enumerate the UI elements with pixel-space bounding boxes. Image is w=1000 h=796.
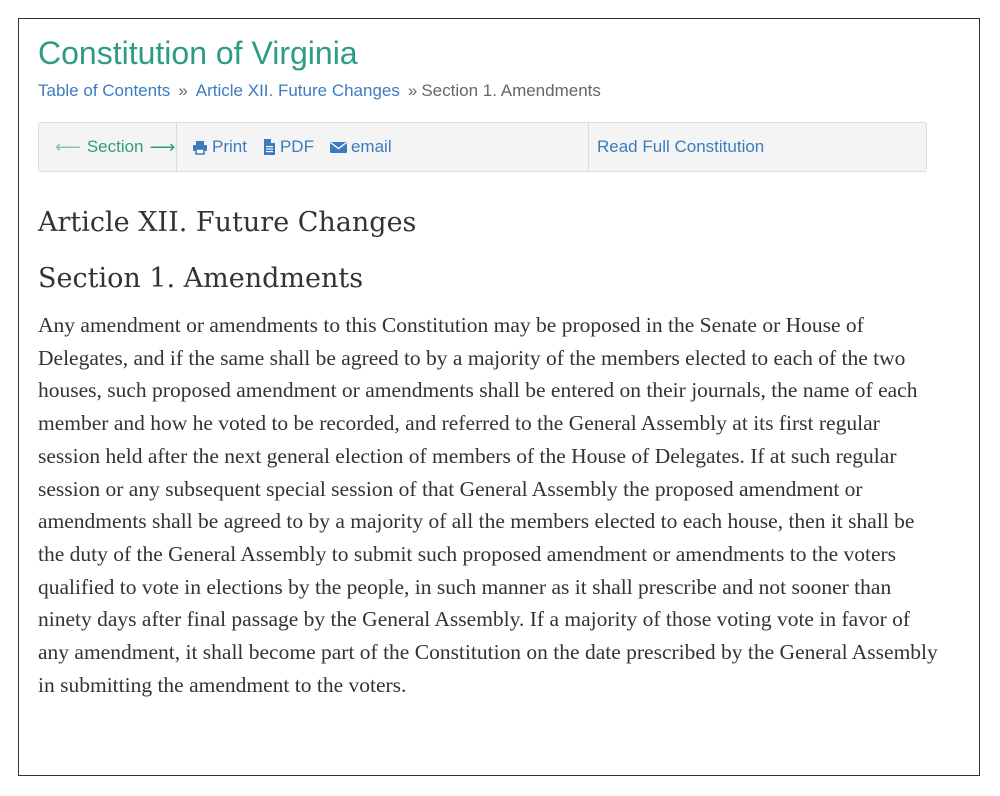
email-button[interactable] — [330, 137, 392, 157]
section-nav-link[interactable] — [55, 137, 175, 158]
breadcrumb-separator: » — [407, 81, 418, 100]
section-heading: Section 1. Amendments — [38, 263, 364, 294]
print-button[interactable] — [192, 137, 247, 157]
pdf-button[interactable] — [263, 137, 314, 157]
toolbar — [38, 122, 927, 172]
email-label: email — [350, 137, 392, 156]
breadcrumb-separator: » — [178, 81, 188, 100]
breadcrumb-article-link[interactable]: Article XII. Future Changes — [195, 81, 400, 100]
pdf-label: PDF — [279, 137, 314, 156]
envelope-icon — [330, 141, 347, 154]
section-nav — [39, 123, 177, 171]
read-full-constitution-link[interactable]: Read Full Constitution — [597, 137, 765, 156]
breadcrumb-toc-link[interactable]: Table of Contents — [38, 81, 171, 100]
breadcrumb — [38, 79, 601, 103]
printer-icon — [192, 140, 208, 155]
file-icon — [263, 139, 276, 155]
arrow-left-icon[interactable]: ⟵ — [55, 136, 81, 157]
breadcrumb-current: Section 1. Amendments — [421, 81, 601, 100]
page-frame — [18, 18, 980, 776]
section-nav-label: Section — [86, 137, 144, 156]
full-constitution-cell — [589, 123, 926, 171]
arrow-right-icon[interactable]: ⟶ — [149, 136, 176, 157]
article-heading: Article XII. Future Changes — [38, 207, 417, 238]
toolbar-actions — [177, 123, 589, 171]
print-label: Print — [212, 137, 247, 156]
site-title[interactable]: Constitution of Virginia — [38, 35, 358, 71]
section-text: Any amendment or amendments to this Constitution may be proposed in the Senate or House of Delegates, and if the same shall be agreed to by a majority of the members elected to each of the two houses, such proposed amendment or amendments shall be entered on their journals, the name of each member and how he voted to be recorded, and referred to the General Assembly at its first regular session held after the next general election of members of the House of Delegates. If at such regular session or any subsequent special session of that General Assembly the proposed amendment or amendments shall be agreed to by a majority of all the members elected to each house, then it shall be the duty of the General Assembly to submit such proposed amendment or amendments to the voters qualified to vote in elections by the people, in such manner as it shall prescribe and not sooner than ninety days after final passage by the General Assembly. If a majority of those voting vote in favor of any amendment, it shall become part of the Constitution on the date prescribed by the General Assembly in submitting the amendment to the voters. — [38, 313, 938, 697]
